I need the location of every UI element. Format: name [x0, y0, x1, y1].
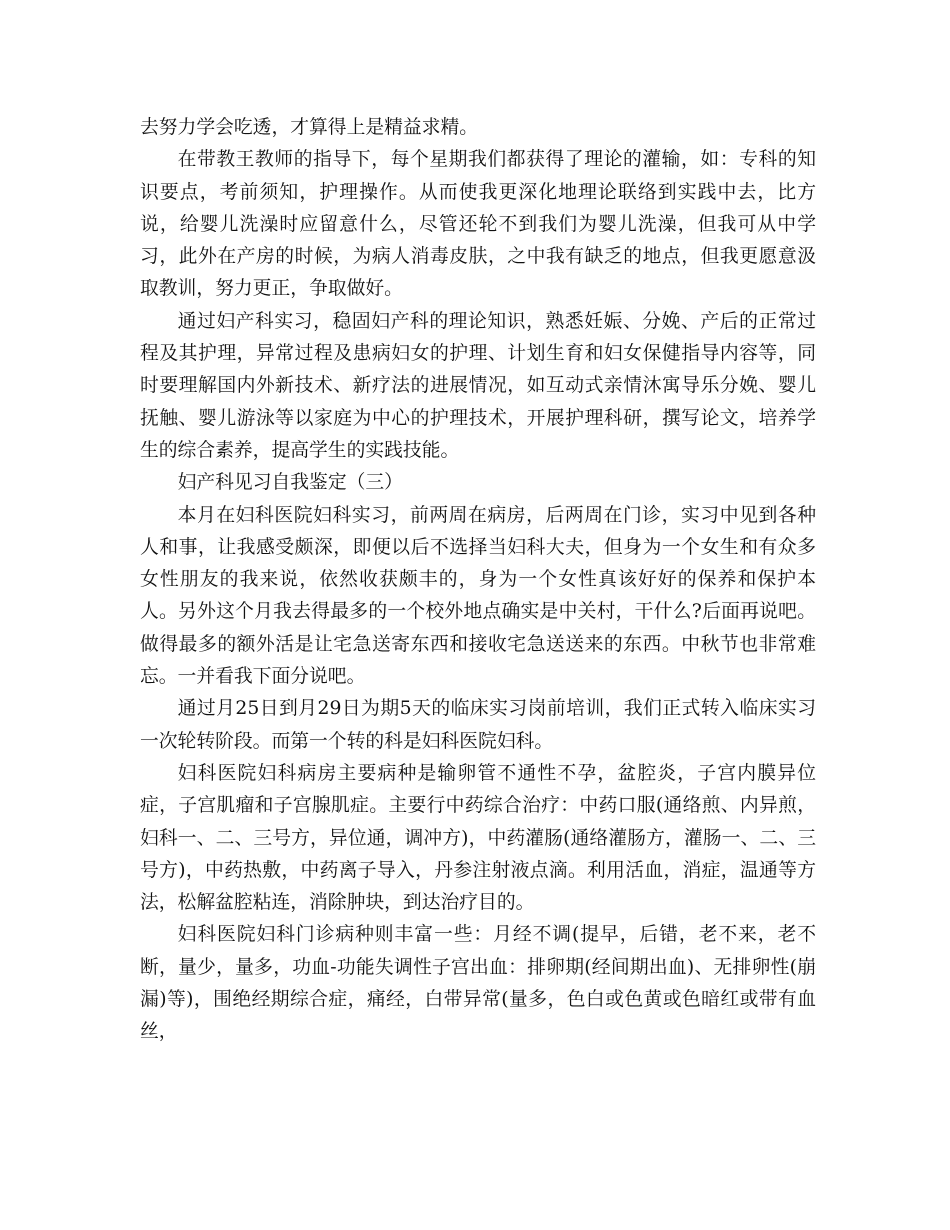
paragraph-monthly-summary: 本月在妇科医院妇科实习，前两周在病房，后两周在门诊，实习中见到各种人和事，让我感受颇深，即便以后不选择当妇科大夫，但身为一个女生和有众多女性朋友的我来说，依然收获颇丰的，身为一个女性真该好好的保养和保护本人。另外这个月我去得最多的一个校外地点确实是中关村，干什么?后面再说吧。做得最多的额外活是让宅急送寄东西和接收宅急送送来的东西。中秋节也非常难忘。一并看我下面分说吧。: [140, 504, 816, 688]
section-heading: 妇产科见习自我鉴定（三）: [177, 472, 403, 494]
document-body: [140, 112, 816, 1049]
paragraph-ward-diseases: 妇科医院妇科病房主要病种是输卵管不通性不孕，盆腔炎，子宫内膜异位症，子宫肌瘤和子宫腺肌症。主要行中药综合治疗：中药口服(通络煎、内异煎，妇科一、二、三号方，异位通，调冲方)，中药灌肠(通络灌肠方，灌肠一、二、三号方)，中药热敷，中药离子导入，丹参注射液点滴。利用活血，消症，温通等方法，松解盆腔粘连，消除肿块，到达治疗目的。: [140, 762, 816, 914]
paragraph-continuation: 去努力学会吃透，才算得上是精益求精。: [140, 117, 479, 138]
paragraph-teacher-guidance: 在带教王教师的指导下，每个星期我们都获得了理论的灌输，如：专科的知识要点，考前须知，护理操作。从而使我更深化地理论联络到实践中去，比方说，给婴儿洗澡时应留意什么，尽管还轮不到我们为婴儿洗澡，但我可从中学习，此外在产房的时候，为病人消毒皮肤，之中我有缺乏的地点，但我更愿意汲取教训，努力更正，争取做好。: [140, 149, 816, 300]
paragraph-clinic-diseases: 妇科医院妇科门诊病种则丰富一些：月经不调(提早，后错，老不来，老不断，量少，量多，功血-功能失调性子宫出血：排卵期(经间期出血)、无排卵性(崩漏)等)，围绝经期综合症，痛经，白带异常(量多，色白或色黄或色暗红或带有血丝，: [140, 924, 816, 1043]
paragraph-training: 通过月25日到月29日为期5天的临床实习岗前培训，我们正式转入临床实习一次轮转阶段。而第一个转的科是妇科医院妇科。: [140, 698, 816, 752]
paragraph-internship-goals: 通过妇产科实习，稳固妇产科的理论知识，熟悉妊娠、分娩、产后的正常过程及其护理，异常过程及患病妇女的护理、计划生育和妇女保健指导内容等，同时要理解国内外新技术、新疗法的进展情况，如互动式亲情沐寓导乐分娩、婴儿抚触、婴儿游泳等以家庭为中心的护理技术，开展护理科研，撰写论文，培养学生的综合素养，提高学生的实践技能。: [140, 310, 816, 461]
